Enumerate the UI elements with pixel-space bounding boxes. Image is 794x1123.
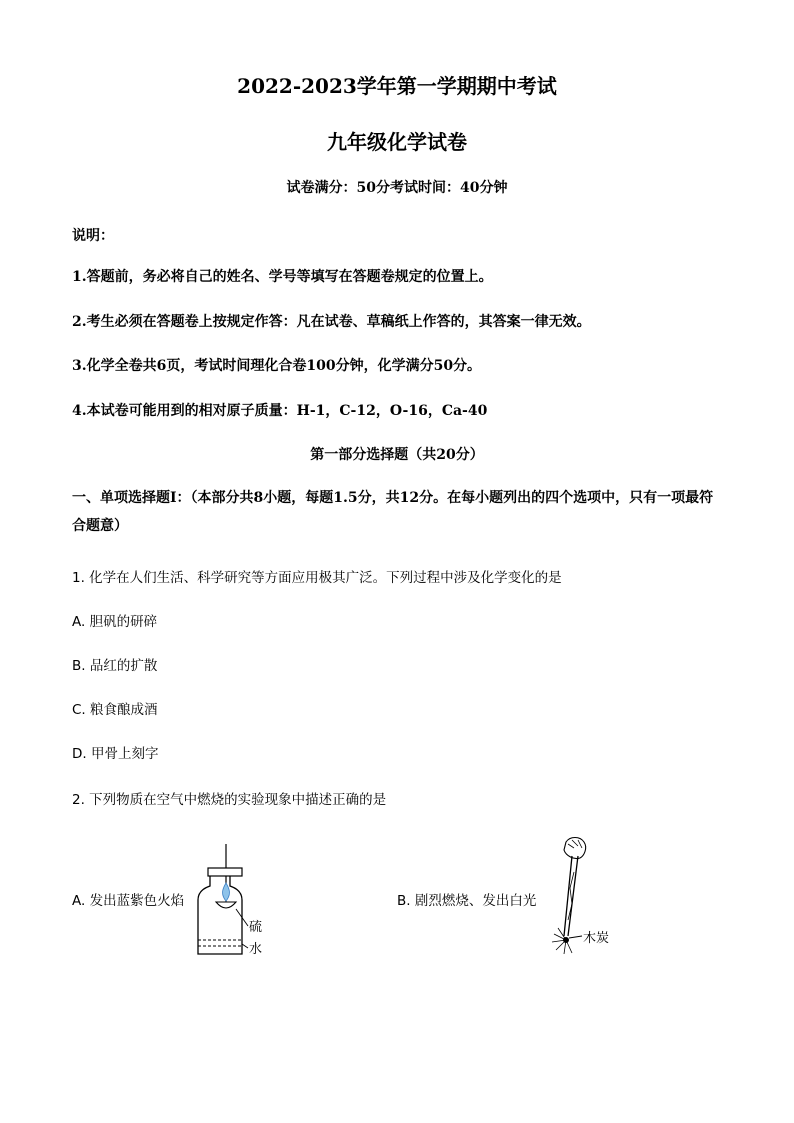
sulfur-jar-figure bbox=[190, 838, 280, 963]
q1-option-a: A. 胆矾的研碎 bbox=[72, 614, 158, 630]
label-sulfur: 硫 bbox=[249, 920, 263, 935]
exam-info: 试卷满分：50分考试时间：40分钟 bbox=[286, 180, 508, 196]
instruction-item: 4.本试卷可能用到的相对原子质量：H-1，C-12，O-16，Ca-40 bbox=[72, 403, 488, 419]
part-title: 一、单项选择题Ⅰ：（本部分共8小题，每题1.5分，共12分。在每小题列出的四个选项中，只有一项最符合题意） bbox=[72, 490, 714, 534]
paper-subtitle: 九年级化学试卷 bbox=[327, 130, 467, 154]
q1-option-d: D. 甲骨上刻字 bbox=[72, 746, 159, 762]
exam-title: 2022-2023学年第一学期期中考试 bbox=[237, 74, 557, 98]
q2-option-a: A. 发出蓝紫色火焰 bbox=[72, 893, 185, 909]
question-1-stem: 1. 化学在人们生活、科学研究等方面应用极其广泛。下列过程中涉及化学变化的是 bbox=[72, 570, 562, 586]
q1-option-b: B. 品红的扩散 bbox=[72, 658, 158, 674]
charcoal-tongs-figure bbox=[544, 832, 624, 962]
q1-option-c: C. 粮食酿成酒 bbox=[72, 702, 158, 718]
label-charcoal: 木炭 bbox=[583, 931, 610, 946]
instruction-item: 1.答题前，务必将自己的姓名、学号等填写在答题卷规定的位置上。 bbox=[72, 269, 493, 285]
q2-option-b: B. 剧烈燃烧、发出白光 bbox=[397, 893, 537, 909]
label-water: 水 bbox=[249, 942, 263, 957]
question-2-stem: 2. 下列物质在空气中燃烧的实验现象中描述正确的是 bbox=[72, 792, 387, 808]
instruction-item: 2.考生必须在答题卷上按规定作答：凡在试卷、草稿纸上作答的，其答案一律无效。 bbox=[72, 314, 591, 330]
section-heading: 第一部分选择题（共20分） bbox=[310, 447, 484, 463]
instruction-item: 3.化学全卷共6页，考试时间理化合卷100分钟，化学满分50分。 bbox=[72, 358, 482, 374]
instructions-heading: 说明： bbox=[72, 228, 114, 244]
